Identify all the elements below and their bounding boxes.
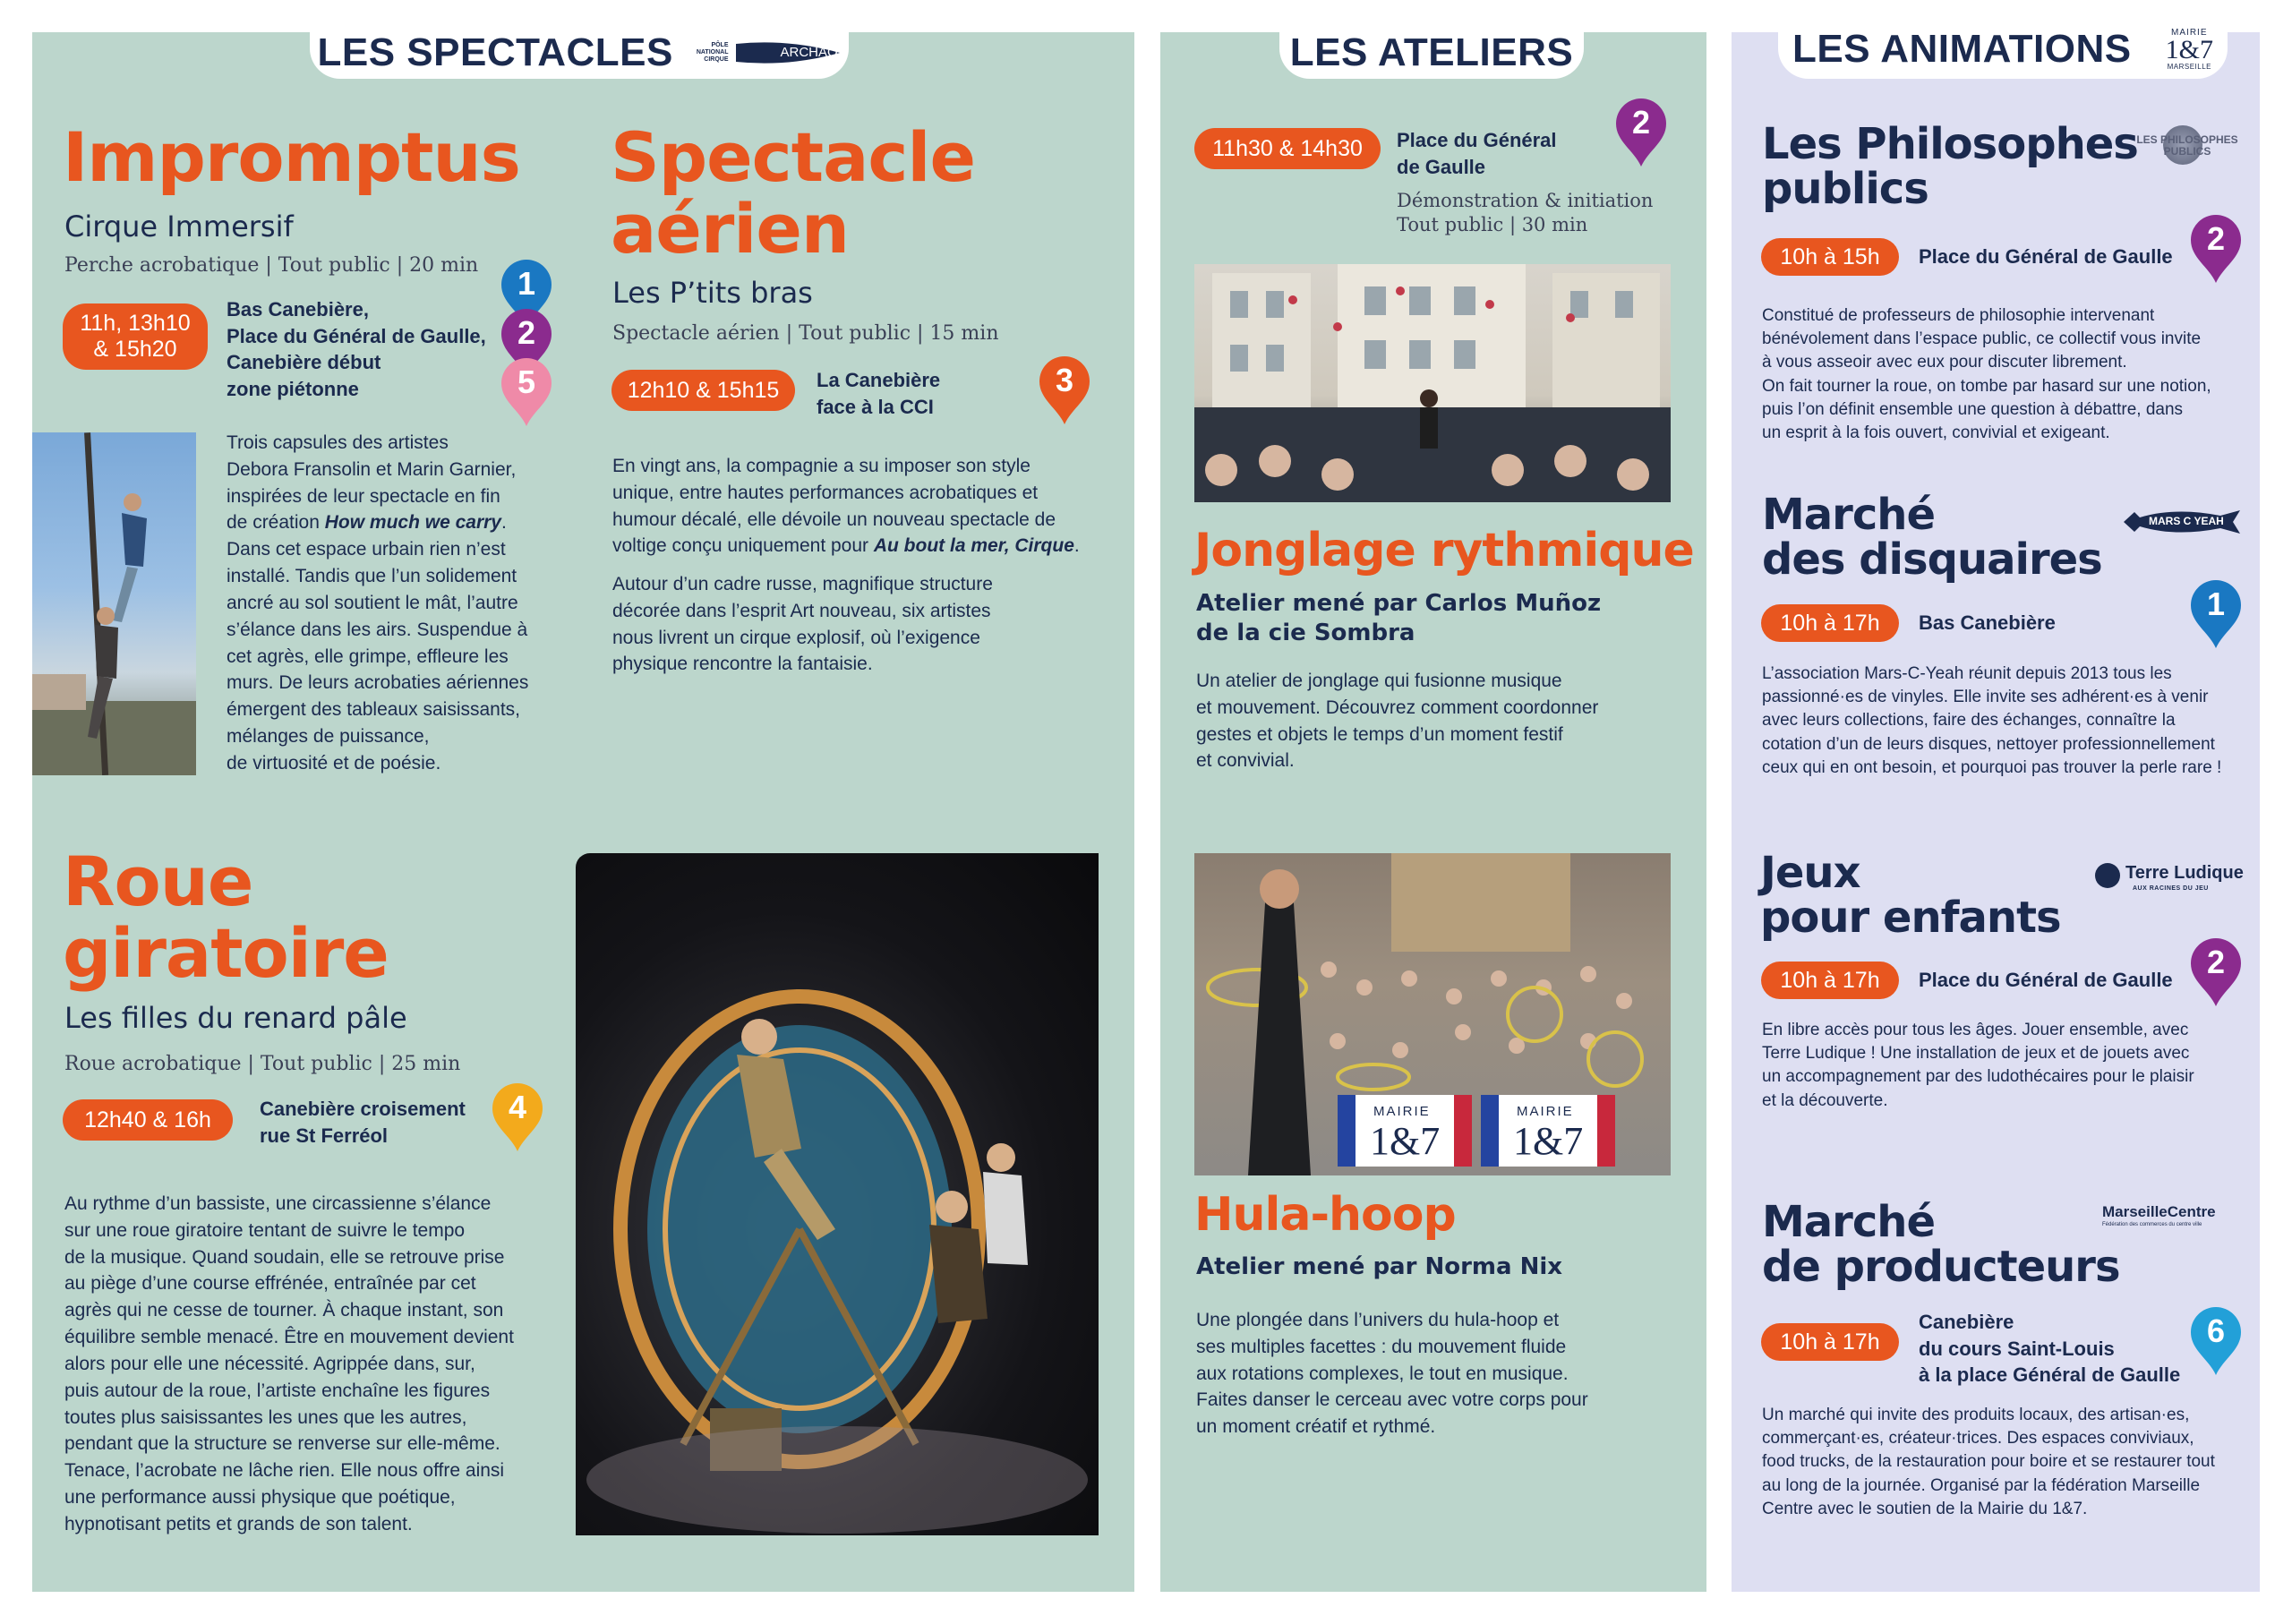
producteurs-title: Marché de producteurs — [1762, 1197, 2120, 1293]
jeux-location: Place du Général de Gaulle — [1919, 969, 2173, 991]
impromptus-subtitle: Cirque Immersif — [64, 209, 294, 244]
pin-number: 5 — [517, 363, 536, 400]
location-pin-2 — [1614, 98, 1668, 168]
aerien-body-2: Autour d’un cadre russe, magnifique structure décorée dans l’esprit Art nouveau, six artistes nous livrent un cirque explosif, où l’exigence physique rencontre la fantaisie. — [612, 574, 993, 675]
pin-number: 3 — [1055, 362, 1074, 398]
banner-label: MAIRIE — [1517, 1104, 1574, 1119]
marseille-centre-logo — [2097, 1203, 2244, 1230]
producteurs-location: Canebière du cours Saint-Louis à la place Général de Gaulle — [1919, 1311, 2181, 1387]
location-pin-2 — [2189, 938, 2243, 1008]
roue-body: Au rythme d’un bassiste, une circassienne s’élance sur une roue giratoire tentant de suivre le tempo de la musique. Quand soudain, elle se retrouve prise au piège d’une course effrénée, entraînée par cet agrès qui ne cesse de tourner. À chaque instant, son équilibre semble menacé. Être en mouvement devient alors pour elle une nécessité. Agrippée dans, sur, puis autour de la roue, l’artiste enchaîne les figures toutes plus saisissantes les unes que les autres, pendant que la structure se renverse sur elle-même. Tenace, l’acrobate ne lâche rien. Elle nous offre ainsi une performance aussi physique que poétique, hypnotisant petits et grands de son talent. — [64, 1193, 514, 1534]
aerien-subtitle: Les P’tits bras — [612, 276, 813, 310]
hula-photo — [1194, 853, 1671, 1175]
tab-animations — [1778, 20, 2228, 79]
jonglage-photo — [1194, 264, 1671, 502]
mairie-logo-number: 1&7 — [2165, 34, 2213, 64]
impromptus-body — [227, 430, 549, 777]
tab-spectacles-title: LES SPECTACLES — [317, 30, 673, 74]
impromptus-body-text-after: . Dans cet espace urbain rien n’est installé. Tandis que l’un solidement ancré au sol soutient le mât, l’autre s’élance dans les airs. Suspendue à cet agrès, elle grimpe, effleure les murs. De leurs acrobaties aériennes émergent des tableaux saisissants, mélanges de puissance, de virtuosité et de poésie. — [227, 512, 529, 774]
pin-number: 2 — [2206, 220, 2226, 257]
philosophes-logo — [2131, 125, 2244, 165]
aerien-meta: Spectacle aérien | Tout public | 15 min — [612, 322, 999, 345]
roue-title — [63, 842, 389, 993]
jeux-times: 10h à 17h — [1761, 962, 1899, 999]
banner-number: 1&7 — [1513, 1119, 1584, 1163]
roue-subtitle: Les filles du renard pâle — [64, 1001, 407, 1035]
philo-times: 10h à 15h — [1761, 238, 1899, 276]
disquaires-body: L’association Mars-C-Yeah réunit depuis 2013 tous les passionné·es de vinyles. Elle invite ses adhérent·es à venir avec leurs collections, faire des échanges, connaître la cotation d’un de leurs disques, nettoyer professionnellement ceux qui en ont besoin, et pourquoi pas trouver la perle rare ! — [1762, 664, 2222, 777]
terre-ludique-logo — [2095, 861, 2244, 897]
banner-number: 1&7 — [1370, 1119, 1441, 1163]
location-pin-3 — [1038, 356, 1091, 426]
pin-number: 1 — [2206, 585, 2226, 622]
location-pin-1 — [2189, 580, 2243, 650]
impromptus-meta: Perche acrobatique | Tout public | 20 min — [64, 254, 479, 277]
impromptus-location: Bas Canebière, Place du Général de Gaulle, Canebière début zone piétonne — [227, 298, 486, 401]
disquaires-title: Marché des disquaires — [1762, 490, 2102, 585]
location-pin-2 — [2189, 215, 2243, 285]
jeux-title: Jeux pour enfants — [1760, 848, 2061, 944]
tab-ateliers-title: LES ATELIERS — [1289, 30, 1574, 74]
producteurs-times: 10h à 17h — [1761, 1323, 1899, 1361]
disquaires-times: 10h à 17h — [1761, 604, 1899, 642]
roue-title-line: giratoire — [63, 912, 389, 993]
roue-photo — [576, 853, 1099, 1535]
terre-ludique-tagline: AUX RACINES DU JEU — [2133, 885, 2209, 892]
pin-number: 1 — [517, 265, 536, 302]
aerien-body-text-after: . — [1073, 535, 1080, 557]
roue-meta: Roue acrobatique | Tout public | 25 min — [64, 1053, 461, 1075]
pin-number: 4 — [508, 1089, 527, 1125]
terre-ludique-text: Terre Ludique — [2125, 863, 2244, 883]
tab-ateliers — [1279, 27, 1584, 79]
jonglage-title: Jonglage rythmique — [1194, 524, 1694, 577]
aerien-body-emphasis: Au bout la mer, Cirque — [873, 535, 1074, 557]
mairie-logo — [2166, 28, 2213, 72]
aerien-body-1 — [612, 453, 1114, 560]
mairie-logo-top: MAIRIE — [2171, 27, 2208, 38]
pin-number: 6 — [2206, 1312, 2226, 1349]
pin-number: 2 — [2206, 944, 2226, 980]
mairie-logo-bottom: MARSEILLE — [2167, 63, 2211, 72]
marseille-centre-text: MarseilleCentre — [2102, 1203, 2216, 1220]
ateliers-note: Démonstration & initiation Tout public | 30 min — [1397, 190, 1654, 236]
philo-title: Les Philosophes publics — [1762, 119, 2138, 215]
jonglage-body: Un atelier de jonglage qui fusionne musique et mouvement. Découvrez comment coordonner gestes et objets le temps d’un moment festif et convivial. — [1196, 671, 1599, 772]
aerien-title-line: Spectacle — [611, 117, 975, 197]
philosophes-logo-text: LES PHILOSOPHES PUBLICS — [2136, 133, 2238, 158]
jeux-body: En libre accès pour tous les âges. Jouer ensemble, avec Terre Ludique ! Une installation de jeux et de jouets avec un accompagnement par des ludothécaires pour le plaisir et la découverte. — [1762, 1021, 2194, 1110]
hula-title: Hula-hoop — [1194, 1188, 1456, 1242]
location-pin-4 — [491, 1083, 544, 1153]
mars-c-yeah-text: MARS C YEAH — [2149, 515, 2224, 527]
archaos-logo-line: CIRQUE — [704, 56, 729, 64]
globe-icon — [2095, 863, 2120, 888]
banner-label: MAIRIE — [1373, 1104, 1431, 1119]
roue-times: 12h40 & 16h — [63, 1099, 233, 1141]
hula-subtitle: Atelier mené par Norma Nix — [1196, 1253, 1563, 1280]
pin-number: 2 — [1631, 104, 1651, 141]
aerien-location: La Canebière face à la CCI — [817, 369, 941, 418]
tab-animations-title: LES ANIMATIONS — [1792, 27, 2132, 71]
impromptus-body-text: Trois capsules des artistes Debora Fransolin et Marin Garnier, inspirées de leur spectacle en fin de création — [227, 432, 517, 534]
location-pin-6 — [2189, 1307, 2243, 1377]
jonglage-subtitle: Atelier mené par Carlos Muñoz de la cie Sombra — [1196, 590, 1602, 646]
philo-body: Constitué de professeurs de philosophie intervenant bénévolement dans l’espace public, ce collectif vous invite à vous asseoir avec eux pour discuter librement. On fait tourner la roue, on tombe par hasard sur une notion, puis l’on définit ensemble une question à débattre, dans un esprit à la fois ouvert, convivial et exigeant. — [1762, 306, 2211, 443]
aerien-body-text: En vingt ans, la compagnie a su imposer son style unique, entre hautes performances acrobatiques et humour décalé, elle dévoile un nouveau spectacle de voltige conçu uniquement pour — [612, 456, 1056, 557]
archaos-logo-line: PÔLE — [711, 41, 729, 48]
location-pin-5 — [500, 358, 553, 428]
impromptus-title: Impromptus — [63, 117, 520, 197]
marseille-centre-tagline: Fédération des commerces du centre ville — [2102, 1222, 2202, 1227]
producteurs-body: Un marché qui invite des produits locaux, des artisan·es, commerçant·es, créateur·trices. Des espaces conviviaux, food trucks, de la restauration pour boire et se restaurer tout au long de la journée. Organisé par la fédération Marseille Centre avec le soutien de la Mairie du 1&7. — [1762, 1406, 2215, 1518]
philo-location: Place du Général de Gaulle — [1919, 245, 2173, 268]
tab-spectacles — [310, 27, 849, 79]
impromptus-body-emphasis: How much we carry — [324, 512, 501, 534]
impromptus-photo — [32, 432, 196, 775]
archaos-logo-line: NATIONAL — [696, 48, 729, 56]
ateliers-location: Place du Général de Gaulle — [1397, 129, 1557, 178]
aerien-times: 12h10 & 15h15 — [611, 370, 795, 411]
archaos-logo — [696, 40, 847, 65]
archaos-logo-word: ARCHAOS — [780, 45, 847, 60]
mars-c-yeah-logo — [2122, 507, 2242, 537]
aerien-title-line: aérien — [611, 188, 850, 269]
aerien-title — [611, 117, 975, 269]
hula-body: Une plongée dans l’univers du hula-hoop et ses multiples facettes : du mouvement fluide aux rotations complexes, le tout en musique. Faites danser le cerceau avec votre corps pour un moment créatif et rythmé. — [1196, 1310, 1588, 1438]
roue-title-line: Roue — [63, 842, 253, 921]
archaos-flag — [734, 40, 847, 65]
disquaires-location: Bas Canebière — [1919, 611, 2056, 634]
roue-location: Canebière croisement rue St Ferréol — [260, 1098, 466, 1147]
ateliers-times: 11h30 & 14h30 — [1194, 128, 1381, 169]
impromptus-times: 11h, 13h10 & 15h20 — [63, 303, 208, 370]
pin-number: 2 — [517, 314, 536, 351]
